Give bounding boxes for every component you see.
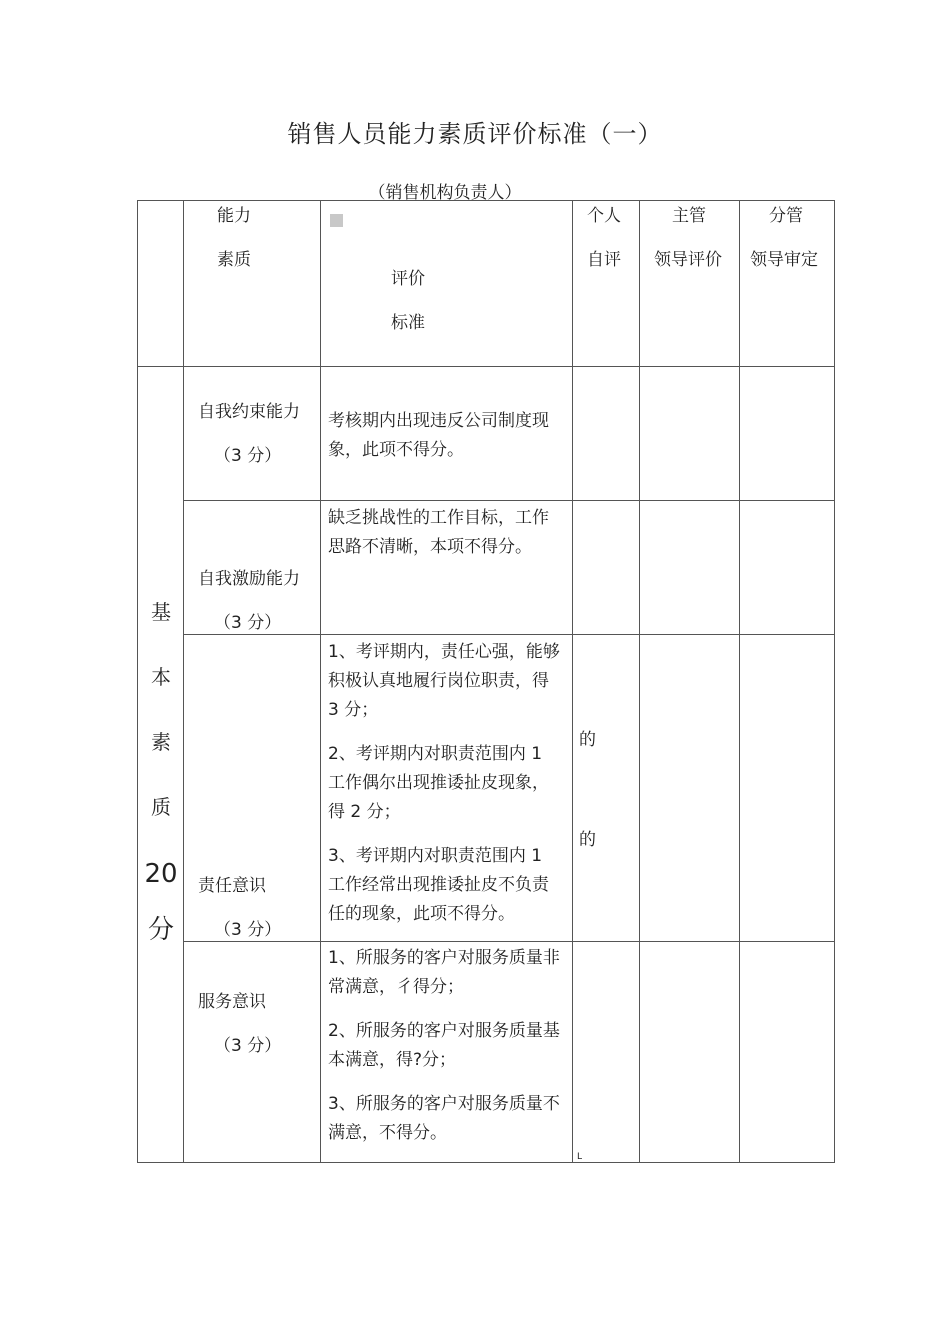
quality-score: （3 分） (214, 920, 282, 940)
quality-name: 自我约束能力 (198, 402, 300, 422)
header-supervisor-cell (640, 201, 740, 367)
criteria-text: 3、考评期内对职责范围内 1 工作经常出现推诿扯皮不负责任的现象，此项不得分。 (328, 846, 549, 924)
header-supervisor-line2: 领导评价 (654, 250, 722, 270)
header-quality-line2: 素质 (217, 250, 251, 270)
criteria-text: 2、考评期内对职责范围内 1 工作偶尔出现推诿扯皮现象，得 2 分； (328, 744, 549, 822)
quality-score: （3 分） (214, 446, 282, 466)
supervisor-eval-cell (640, 367, 740, 501)
category-char: 素 (151, 730, 171, 754)
criteria-text: 1、所服务的客户对服务质量非常满意，彳得分； (328, 948, 560, 997)
table-row (138, 942, 835, 1163)
header-self-line1: 个人 (587, 206, 621, 226)
criteria-cell (321, 501, 573, 635)
category-char: 质 (151, 795, 171, 819)
header-criteria-line2: 标准 (391, 313, 425, 333)
criteria-text: 考核期内出现违反公司制度现象，此项不得分。 (328, 411, 549, 460)
criteria-text: 缺乏挑战性的工作目标，工作思路不清晰，本项不得分。 (328, 508, 549, 557)
table-row (138, 501, 835, 635)
header-branch-line1: 分管 (769, 206, 803, 226)
self-eval-cell (573, 942, 640, 1163)
supervisor-eval-cell (640, 635, 740, 942)
quality-name: 责任意识 (198, 876, 266, 896)
criteria-cell (321, 635, 573, 942)
quality-cell (184, 501, 321, 635)
table-row (138, 635, 835, 942)
header-quality-line1: 能力 (217, 206, 251, 226)
branch-approval-cell (740, 501, 835, 635)
criteria-cell (321, 367, 573, 501)
self-mark: 的 (579, 830, 596, 850)
category-cell (138, 367, 184, 1163)
header-quality-cell (184, 201, 321, 367)
evaluation-table (137, 200, 835, 1163)
criteria-cell (321, 942, 573, 1163)
criteria-text: 1、考评期内，责任心强，能够积极认真地履行岗位职责，得 3 分； (328, 642, 560, 720)
category-score-number: 20 (144, 859, 178, 889)
quality-name: 服务意识 (198, 992, 266, 1012)
quality-cell (184, 942, 321, 1163)
quality-cell (184, 367, 321, 501)
document-subtitle: （销售机构负责人） (368, 183, 522, 203)
self-eval-cell (573, 501, 640, 635)
category-char: 基 (151, 600, 171, 624)
self-eval-cell (573, 635, 640, 942)
category-score-unit: 分 (147, 915, 174, 945)
grey-square-icon (330, 214, 343, 227)
supervisor-eval-cell (640, 942, 740, 1163)
header-supervisor-line1: 主管 (672, 206, 706, 226)
category-char: 本 (151, 665, 171, 689)
header-self-line2: 自评 (587, 250, 621, 270)
header-criteria-cell (321, 201, 573, 367)
branch-approval-cell (740, 635, 835, 942)
quality-name: 自我激励能力 (198, 569, 300, 589)
header-branch-line2: 领导审定 (750, 250, 818, 270)
header-branch-cell (740, 201, 835, 367)
supervisor-eval-cell (640, 501, 740, 635)
branch-approval-cell (740, 367, 835, 501)
document-title: 销售人员能力素质评价标准（一） (287, 120, 663, 148)
header-category-cell (138, 201, 184, 367)
table-row (138, 367, 835, 501)
self-mark: 的 (579, 730, 596, 750)
quality-score: （3 分） (214, 613, 282, 633)
header-self-cell (573, 201, 640, 367)
self-eval-cell (573, 367, 640, 501)
branch-approval-cell (740, 942, 835, 1163)
quality-cell (184, 635, 321, 942)
criteria-text: 3、所服务的客户对服务质量不满意，不得分。 (328, 1094, 560, 1143)
quality-score: （3 分） (214, 1036, 282, 1056)
header-row (138, 201, 835, 367)
criteria-text: 2、所服务的客户对服务质量基本满意，得?分； (328, 1021, 560, 1070)
header-criteria-line1: 评价 (391, 269, 425, 289)
self-mark: L (577, 1152, 583, 1162)
